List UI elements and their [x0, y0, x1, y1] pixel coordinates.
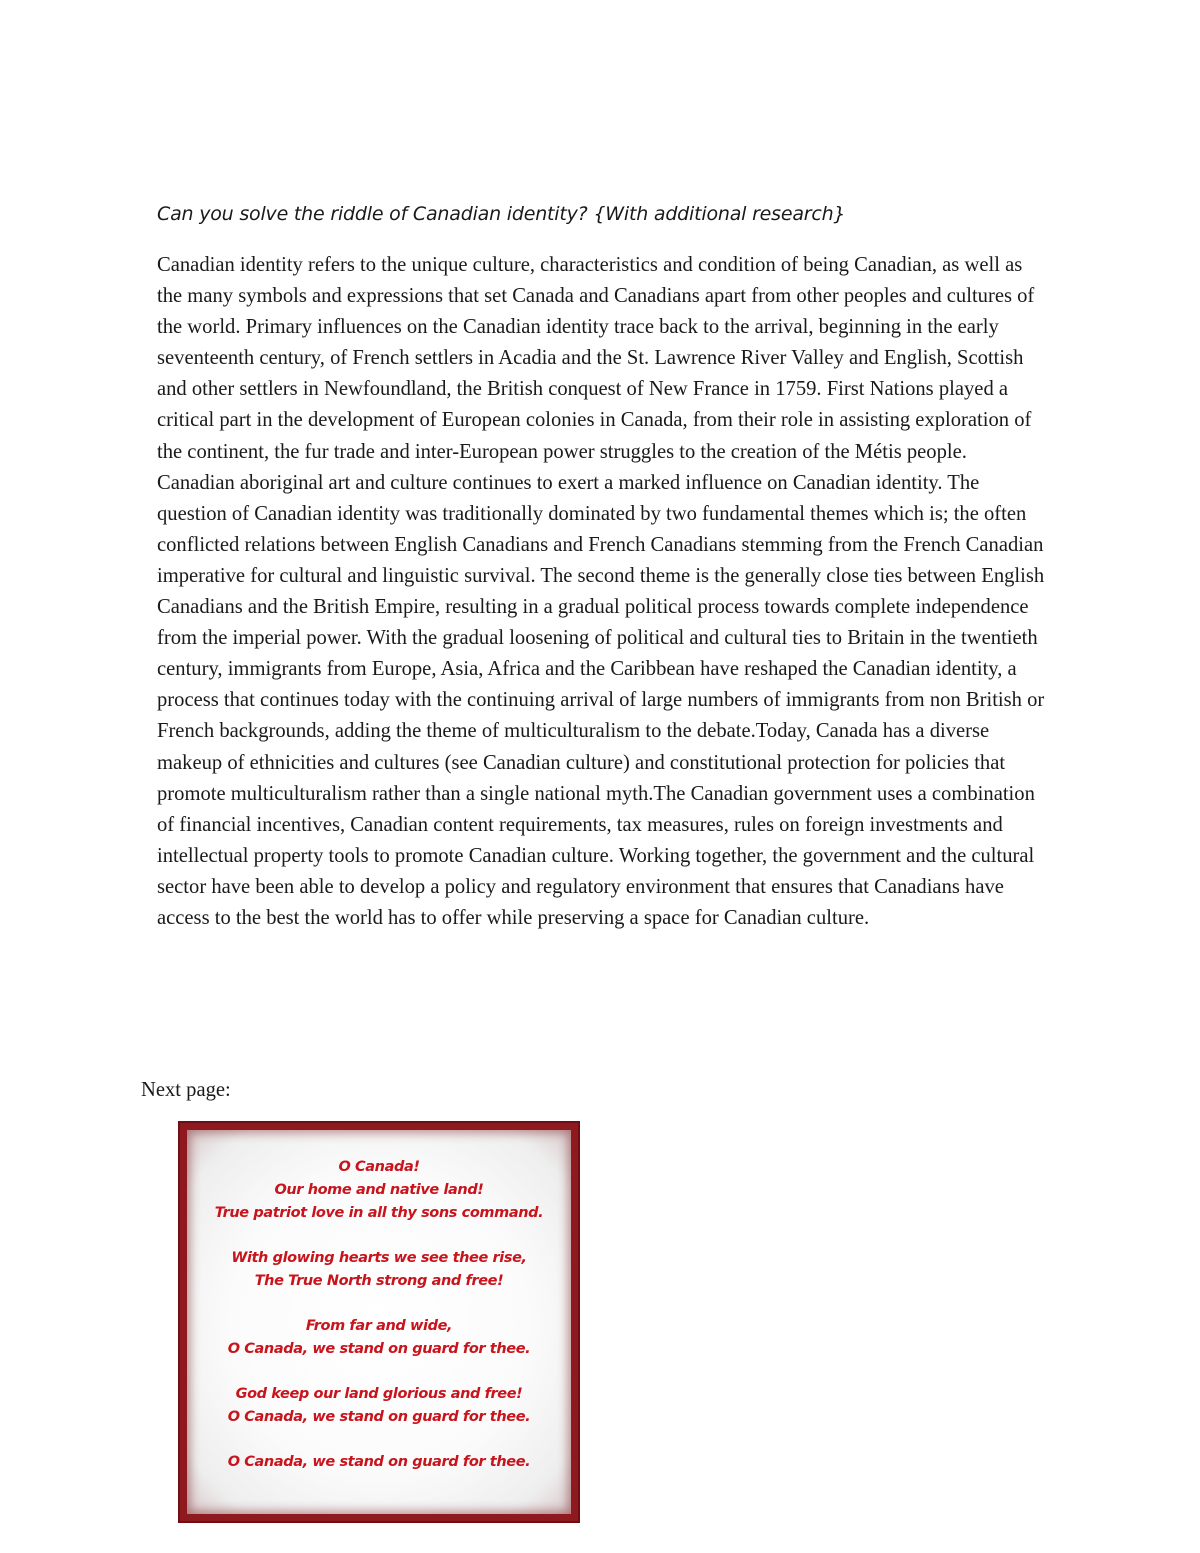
anthem-image-inner — [187, 1130, 571, 1514]
anthem-stanza-4 — [187, 1383, 571, 1429]
anthem-line: O Canada, we stand on guard for thee. — [227, 1409, 531, 1425]
anthem-line: O Canada, we stand on guard for thee. — [227, 1454, 531, 1470]
anthem-line: True patriot love in all thy sons command. — [214, 1205, 544, 1221]
document-title: Can you solve the riddle of Canadian identity? {With additional research} — [157, 203, 846, 225]
anthem-stanza-3 — [187, 1315, 571, 1361]
anthem-stanza-5 — [187, 1451, 571, 1474]
body-paragraph: Canadian identity refers to the unique culture, characteristics and condition of being Canadian, as well as the many symbols and expressions that set Canada and Canadians apart from other peoples and cultures of the world. Primary influences on the Canadian identity trace back to the arrival, beginning in the early seventeenth century, of French settlers in Acadia and the St. Lawrence River Valley and English, Scottish and other settlers in Newfoundland, the British conquest of New France in 1759. First Nations played a critical part in the development of European colonies in Canada, from their role in assisting exploration of the continent, the fur trade and inter-European power struggles to the creation of the Métis people. Canadian aboriginal art and culture continues to exert a marked influence on Canadian identity. The question of Canadian identity was traditionally dominated by two fundamental themes which is; the often conflicted relations between English Canadians and French Canadians stemming from the French Canadian imperative for cultural and linguistic survival. The second theme is the generally close ties between English Canadians and the British Empire, resulting in a gradual political process towards complete independence from the imperial power. With the gradual loosening of political and cultural ties to Britain in the twentieth century, immigrants from Europe, Asia, Africa and the Caribbean have reshaped the Canadian identity, a process that continues today with the continuing arrival of large numbers of immigrants from non British or French backgrounds, adding the theme of multiculturalism to the debate.Today, Canada has a diverse makeup of ethnicities and cultures (see Canadian culture) and constitutional protection for policies that promote multiculturalism rather than a single national myth.The Canadian government uses a combination of financial incentives, Canadian content requirements, tax measures, rules on foreign investments and intellectual property tools to promote Canadian culture. Working together, the government and the cultural sector have been able to develop a policy and regulatory environment that ensures that Canadians have access to the best the world has to offer while preserving a space for Canadian culture. — [157, 254, 1045, 929]
anthem-line: With glowing hearts we see thee rise, — [231, 1250, 527, 1266]
anthem-line: God keep our land glorious and free! — [235, 1386, 523, 1402]
next-page-label: Next page: — [141, 1079, 231, 1101]
anthem-line: From far and wide, — [305, 1318, 453, 1334]
anthem-line: O Canada! — [338, 1159, 420, 1175]
anthem-stanza-1 — [187, 1156, 571, 1225]
anthem-line: The True North strong and free! — [254, 1273, 504, 1289]
anthem-line: Our home and native land! — [274, 1182, 484, 1198]
anthem-line: O Canada, we stand on guard for thee. — [227, 1341, 531, 1357]
anthem-image — [178, 1121, 580, 1523]
anthem-lyrics — [187, 1156, 571, 1496]
anthem-stanza-2 — [187, 1247, 571, 1293]
